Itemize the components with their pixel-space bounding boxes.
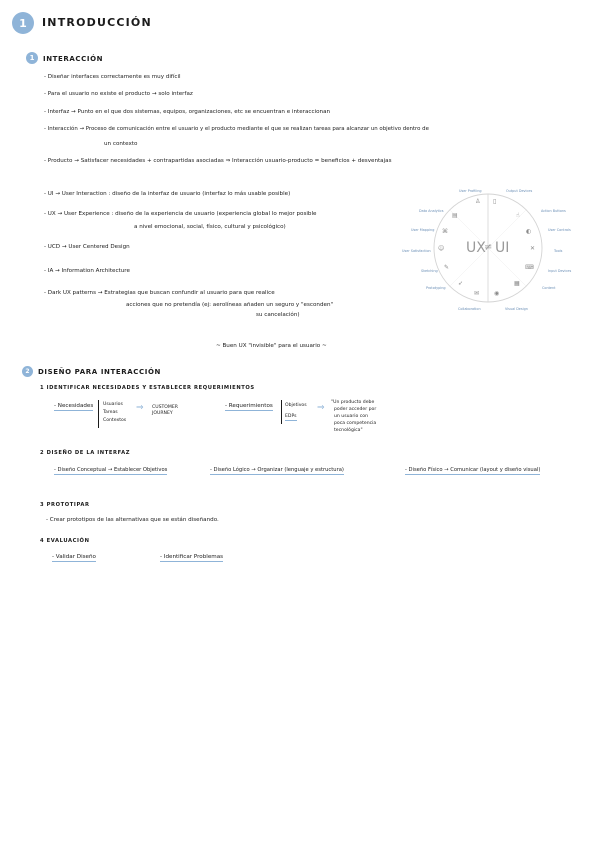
reqs-label	[225, 402, 273, 410]
needs-item-tareas: Tareas	[103, 410, 118, 415]
quote: ~ Buen UX "invisible" para el usuario ~	[216, 343, 327, 349]
design-conceptual	[54, 466, 167, 474]
diagram-label-user-satisfaction: User Satisfaction	[402, 249, 431, 253]
diagram-label-content: Content	[542, 286, 556, 290]
identify-problems-text: - Identificar Problemas	[160, 554, 224, 560]
step-4-heading: 4 EVALUACIÓN	[40, 538, 90, 544]
diagram-label-data-analytics: Data Analytics	[419, 209, 444, 213]
diagram-center-ux: UX	[466, 240, 486, 256]
bullet-2: - Para el usuario no existe el producto → solo interfaz	[44, 91, 193, 97]
smile-icon: ☺	[438, 245, 445, 252]
section-2-badge: 2	[22, 366, 33, 377]
rocket-icon: ➶	[458, 280, 464, 287]
output-device-icon: ▯	[493, 198, 497, 205]
diagram-label-user-mapping: User Mapping	[411, 228, 435, 232]
def-ui: - UI → User Interaction : diseño de la interfaz de usuario (interfaz lo más usable posible)	[44, 191, 291, 197]
reqs-item-edps-text: EDPs	[285, 414, 297, 419]
diagram-label-action-buttons: Action Buttons	[541, 209, 566, 213]
def-dark-ux-cont2: su cancelación)	[256, 312, 300, 318]
design-logical	[210, 466, 344, 474]
bullet-1: - Diseñar interfaces correctamente es muy difícil	[44, 74, 181, 80]
def-dark-ux-cont: acciones que no pretendía (ej: aerolíneas añaden un seguro y "esconden"	[126, 302, 334, 308]
ux-ui-diagram	[432, 192, 544, 304]
eye-icon: ◉	[494, 290, 500, 297]
section-2-heading: DISEÑO PARA INTERACCIÓN	[38, 368, 161, 376]
diagram-label-user-profiling: User Profiling	[459, 189, 482, 193]
step-3-heading: 3 PROTOTIPAR	[40, 502, 90, 508]
bullet-3: - Interfaz → Punto en el que dos sistemas, equipos, organizaciones, etc se encuentran e interaccionan	[44, 109, 331, 115]
customer-journey-1: CUSTOMER	[152, 405, 178, 410]
tools-icon: ✕	[530, 245, 536, 252]
pencil-icon: ✎	[444, 264, 450, 271]
def-ux: - UX → User Experience : diseño de la experiencia de usuario (experiencia global lo mejor posible	[44, 211, 317, 217]
map-icon: ⌘	[442, 228, 448, 235]
diagram-label-visual-design: Visual Design	[505, 307, 528, 311]
bullet-4-cont: un contexto	[104, 141, 138, 147]
page-title: INTRODUCCIÓN	[42, 16, 152, 29]
reqs-arrow-icon: ⇒	[317, 403, 325, 413]
needs-item-usuarios: Usuarios	[103, 402, 123, 407]
reqs-note-3: un usuario con	[334, 414, 368, 419]
diagram-center-ui: UI	[495, 240, 510, 256]
design-physical	[405, 466, 540, 474]
diagram-label-sketching: Sketching	[421, 269, 438, 273]
needs-arrow-icon: ⇒	[136, 403, 144, 413]
reqs-label-text: - Requerimientos	[225, 403, 273, 409]
step-1-heading: 1 IDENTIFICAR NECESIDADES Y ESTABLECER REQUERIMIENTOS	[40, 385, 255, 391]
needs-label	[54, 402, 93, 410]
design-physical-text: - Diseño Físico → Comunicar (layout y diseño visual)	[405, 467, 541, 473]
reqs-note-4: poca competencia	[334, 421, 377, 426]
diagram-label-prototyping: Prototyping	[426, 286, 446, 290]
diagram-label-user-controls: User Controls	[548, 228, 571, 232]
chart-icon: ▤	[452, 212, 458, 219]
def-ux-cont: a nivel emocional, social, físico, cultural y psicológico)	[134, 224, 286, 230]
prototype-text: - Crear prototipos de las alternativas que se están diseñando.	[46, 517, 219, 523]
def-ucd: - UCD → User Centered Design	[44, 244, 130, 250]
reqs-note-2: poder acceder por	[334, 407, 377, 412]
def-ia: - IA → Information Architecture	[44, 268, 130, 274]
content-icon: ▦	[514, 280, 520, 287]
input-device-icon: ⌨	[525, 264, 534, 271]
diagram-label-output-devices: Output Devices	[506, 189, 533, 193]
customer-journey-2: JOURNEY	[152, 411, 173, 416]
design-logical-text: - Diseño Lógico → Organizar (lenguaje y estructura)	[210, 467, 344, 473]
title-badge: 1	[12, 12, 34, 34]
chat-icon: ✉	[474, 290, 480, 297]
reqs-divider	[281, 400, 282, 424]
identify-problems	[160, 553, 223, 561]
reqs-note-5: tecnológica"	[334, 428, 363, 433]
needs-label-text: - Necesidades	[54, 403, 94, 409]
step-2-heading: 2 DISEÑO DE LA INTERFAZ	[40, 450, 131, 456]
reqs-item-objetivos: Objetivos	[285, 403, 307, 408]
diagram-label-tools: Tools	[554, 249, 563, 253]
section-1-heading: INTERACCIÓN	[43, 55, 104, 63]
bullet-4: - Interacción → Proceso de comunicación entre el usuario y el producto mediante el que se realizan tareas para alcanzar un objetivo dentro de	[44, 126, 429, 132]
toggle-icon: ◐	[526, 228, 532, 235]
diagram-label-input-devices: Input Devices	[548, 269, 572, 273]
validate-design-text: - Validar Diseño	[52, 554, 96, 560]
diagram-center-sep: ≠	[484, 242, 493, 253]
reqs-item-edps	[285, 414, 297, 420]
section-1-badge: 1	[26, 52, 38, 64]
profile-icon: ♙	[475, 198, 481, 205]
reqs-note-1: "Un producto debe	[331, 400, 375, 405]
cursor-icon: ☝	[516, 212, 520, 219]
needs-item-contextos: Contextos	[103, 418, 127, 423]
def-dark-ux: - Dark UX patterns → Estrategias que buscan confundir al usuario para que realice	[44, 290, 275, 296]
design-conceptual-text: - Diseño Conceptual → Establecer Objetivos	[54, 467, 168, 473]
validate-design	[52, 553, 96, 561]
needs-divider	[98, 400, 99, 428]
diagram-label-collaboration: Collaboration	[458, 307, 481, 311]
bullet-5: - Producto → Satisfacer necesidades + contrapartidas asociadas ⇒ Interacción usuario-producto = beneficios + desventajas	[44, 158, 392, 164]
